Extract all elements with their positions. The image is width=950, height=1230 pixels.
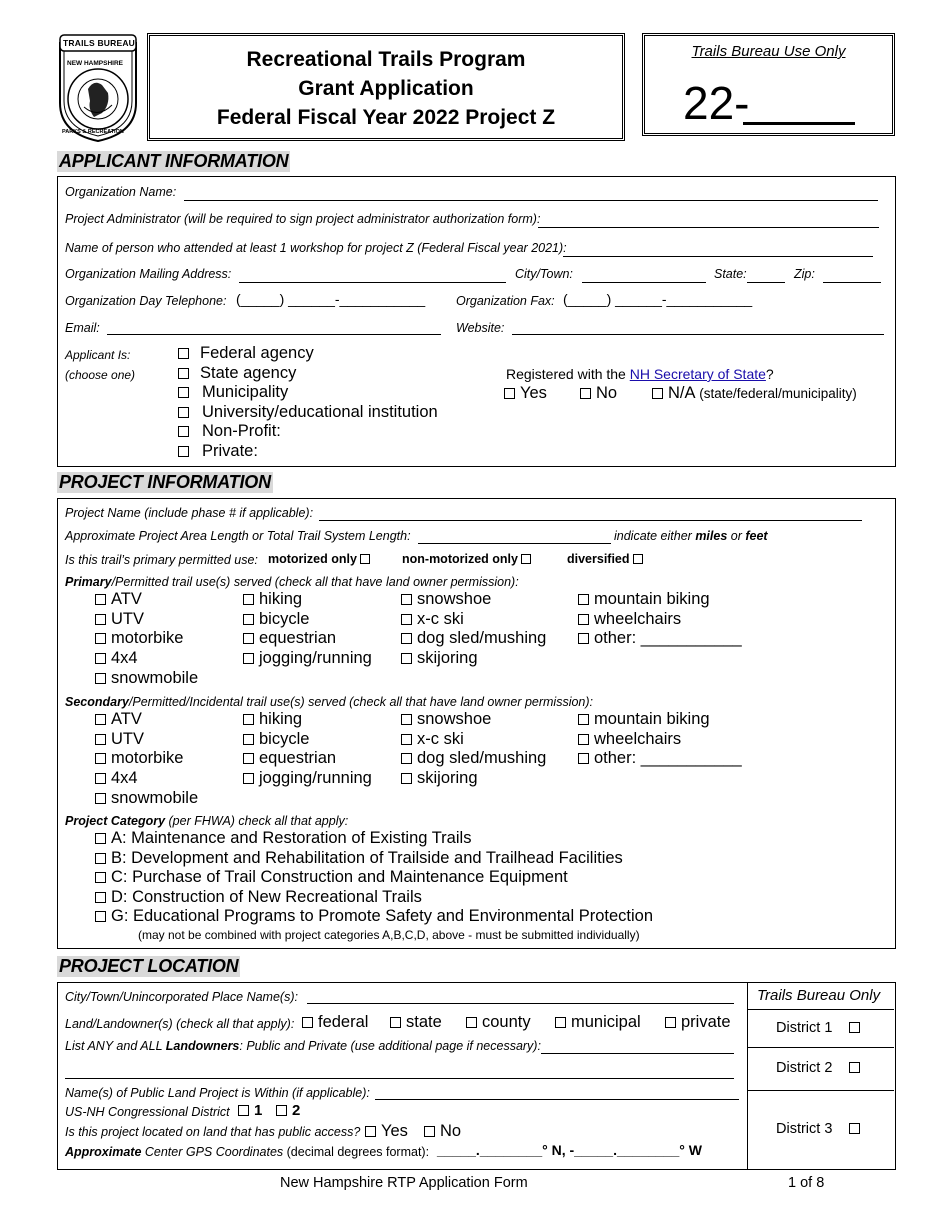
secondary-use-dog-sled[interactable]: dog sled/mushing xyxy=(401,749,546,769)
checkbox-icon[interactable] xyxy=(95,594,106,605)
checkbox-icon[interactable] xyxy=(360,554,370,564)
primary-use-wheelchairs[interactable]: wheelchairs xyxy=(578,610,742,630)
category-c[interactable]: C: Purchase of Trail Construction and Maintenance Equipment xyxy=(95,868,653,888)
primary-use-question: Is this trail’s primary permitted use: xyxy=(65,553,258,567)
list-landowners-field-2[interactable] xyxy=(65,1078,734,1079)
category-g[interactable]: G: Educational Programs to Promote Safety and Environmental Protection xyxy=(95,907,653,927)
checkbox-icon[interactable] xyxy=(178,407,189,418)
logo-top-text: TRAILS BUREAU xyxy=(63,38,136,48)
checkbox-icon[interactable] xyxy=(578,753,589,764)
checkbox-icon[interactable] xyxy=(243,614,254,625)
application-number-prefix: 22- xyxy=(683,77,750,129)
org-name-field[interactable] xyxy=(184,200,878,201)
diversified-option[interactable]: diversified xyxy=(567,552,643,566)
district-2-option[interactable]: District 2 xyxy=(776,1060,865,1076)
checkbox-icon[interactable] xyxy=(390,1017,401,1028)
checkbox-icon[interactable] xyxy=(401,594,412,605)
secondary-use-utv[interactable]: UTV xyxy=(95,730,198,750)
category-d[interactable]: D: Construction of New Recreational Trails xyxy=(95,888,653,908)
location-city-label: City/Town/Unincorporated Place Name(s): xyxy=(65,990,298,1004)
title-line-3: Federal Fiscal Year 2022 Project Z xyxy=(216,106,556,129)
category-note: (may not be combined with project categories A,B,C,D, above - must be submitted individually) xyxy=(138,928,640,942)
landowner-federal[interactable]: federal xyxy=(302,1013,368,1032)
primary-uses-label: Primary/Permitted trail use(s) served (check all that have land owner permission): xyxy=(65,575,519,589)
primary-use-xc-ski[interactable]: x-c ski xyxy=(401,610,546,630)
secondary-use-snowmobile[interactable]: snowmobile xyxy=(95,789,198,809)
length-note: indicate either miles or feet xyxy=(614,529,768,543)
applicant-type-private[interactable]: Private: xyxy=(178,442,438,462)
registered-yes[interactable]: Yes xyxy=(504,384,547,403)
checkbox-icon[interactable] xyxy=(95,853,106,864)
gps-coordinates-field[interactable]: _____.________° N, -_____.________° W xyxy=(437,1142,702,1158)
secondary-use-jogging[interactable]: jogging/running xyxy=(243,769,372,789)
primary-uses-col3 xyxy=(401,590,546,669)
congressional-label: US-NH Congressional District xyxy=(65,1105,230,1119)
workshop-field[interactable] xyxy=(563,256,873,257)
checkbox-icon[interactable] xyxy=(243,653,254,664)
side-row-divider-1 xyxy=(747,1009,894,1010)
footer-page-number: 1 of 8 xyxy=(788,1175,825,1191)
checkbox-icon[interactable] xyxy=(95,714,106,725)
checkbox-icon[interactable] xyxy=(95,614,106,625)
checkbox-icon[interactable] xyxy=(243,773,254,784)
checkbox-icon[interactable] xyxy=(578,633,589,644)
secondary-use-hiking[interactable]: hiking xyxy=(243,710,372,730)
primary-use-jogging[interactable]: jogging/running xyxy=(243,649,372,669)
congress-district-1[interactable]: 1 xyxy=(238,1102,262,1119)
primary-use-dog-sled[interactable]: dog sled/mushing xyxy=(401,629,546,649)
landowner-label: Land/Landowner(s) (check all that apply): xyxy=(65,1017,295,1031)
fax-field[interactable]: (_____) ______-___________ xyxy=(563,291,753,307)
nonmotorized-only-option[interactable]: non-motorized only xyxy=(402,552,531,566)
state-field[interactable] xyxy=(747,282,785,283)
checkbox-icon[interactable] xyxy=(95,793,106,804)
checkbox-icon[interactable] xyxy=(243,633,254,644)
checkbox-icon[interactable] xyxy=(95,911,106,922)
checkbox-icon[interactable] xyxy=(401,653,412,664)
application-number-field[interactable] xyxy=(743,122,855,125)
checkbox-icon[interactable] xyxy=(243,594,254,605)
secondary-use-skijoring[interactable]: skijoring xyxy=(401,769,546,789)
checkbox-icon[interactable] xyxy=(243,734,254,745)
checkbox-icon[interactable] xyxy=(578,714,589,725)
checkbox-icon[interactable] xyxy=(401,714,412,725)
applicant-is-label: Applicant Is: xyxy=(65,348,131,362)
project-name-label: Project Name (include phase # if applicable): xyxy=(65,506,314,520)
checkbox-icon[interactable] xyxy=(95,892,106,903)
project-section-title: PROJECT INFORMATION xyxy=(59,472,271,492)
secondary-use-motorbike[interactable]: motorbike xyxy=(95,749,198,769)
location-section-title: PROJECT LOCATION xyxy=(59,956,239,976)
side-row-divider-3 xyxy=(747,1090,894,1091)
primary-use-skijoring[interactable]: skijoring xyxy=(401,649,546,669)
phone-label: Organization Day Telephone: xyxy=(65,294,227,308)
checkbox-icon[interactable] xyxy=(178,348,189,359)
secondary-use-snowshoe[interactable]: snowshoe xyxy=(401,710,546,730)
secondary-use-bicycle[interactable]: bicycle xyxy=(243,730,372,750)
primary-use-other[interactable]: other: ___________ xyxy=(578,629,742,649)
primary-uses-col4 xyxy=(578,590,742,649)
logo-bottom-text: PARKS & RECREATION xyxy=(62,129,124,135)
landowner-private[interactable]: private xyxy=(665,1013,731,1032)
checkbox-icon[interactable] xyxy=(466,1017,477,1028)
public-land-field[interactable] xyxy=(375,1099,739,1100)
checkbox-icon[interactable] xyxy=(521,554,531,564)
motorized-only-option[interactable]: motorized only xyxy=(268,552,370,566)
applicant-type-federal[interactable]: Federal agency xyxy=(178,344,438,364)
secondary-uses-col1 xyxy=(95,710,198,808)
city-label: City/Town: xyxy=(515,267,573,281)
category-label: Project Category (per FHWA) check all that apply: xyxy=(65,814,349,828)
project-name-field[interactable] xyxy=(319,520,862,521)
title-box xyxy=(147,33,625,141)
secondary-use-4x4[interactable]: 4x4 xyxy=(95,769,198,789)
checkbox-icon[interactable] xyxy=(95,833,106,844)
secondary-uses-col4 xyxy=(578,710,742,769)
applicant-type-municipality[interactable]: Municipality xyxy=(178,383,438,403)
secondary-use-other[interactable]: other: ___________ xyxy=(578,749,742,769)
email-field[interactable] xyxy=(107,334,441,335)
length-label: Approximate Project Area Length or Total Trail System Length: xyxy=(65,529,411,543)
zip-field[interactable] xyxy=(823,282,881,283)
checkbox-icon[interactable] xyxy=(401,734,412,745)
list-landowners-field[interactable] xyxy=(541,1053,734,1054)
mailing-address-field[interactable] xyxy=(239,282,506,283)
zip-label: Zip: xyxy=(794,267,815,281)
checkbox-icon[interactable] xyxy=(849,1022,860,1033)
footer-form-name: New Hampshire RTP Application Form xyxy=(280,1175,528,1191)
applicant-type-nonprofit[interactable]: Non-Profit: xyxy=(178,422,438,442)
checkbox-icon[interactable] xyxy=(243,714,254,725)
applicant-type-state[interactable]: State agency xyxy=(178,364,438,384)
checkbox-icon[interactable] xyxy=(95,633,106,644)
title-line-1: Recreational Trails Program xyxy=(246,48,526,71)
landowner-municipal[interactable]: municipal xyxy=(555,1013,641,1032)
logo-badge-graphic xyxy=(54,33,142,143)
nh-secretary-link[interactable]: NH Secretary of State xyxy=(629,366,766,382)
location-city-field[interactable] xyxy=(307,1003,734,1004)
bureau-use-box xyxy=(642,33,895,136)
primary-use-4x4[interactable]: 4x4 xyxy=(95,649,198,669)
primary-uses-col2 xyxy=(243,590,372,669)
checkbox-icon[interactable] xyxy=(401,773,412,784)
state-label: State: xyxy=(714,267,747,281)
city-field[interactable] xyxy=(582,282,706,283)
registered-no[interactable]: No xyxy=(580,384,617,403)
side-row-divider-2 xyxy=(747,1047,894,1048)
primary-uses-col1 xyxy=(95,590,198,688)
trails-bureau-logo xyxy=(54,33,142,143)
public-access-no[interactable]: No xyxy=(424,1122,461,1141)
mailing-address-label: Organization Mailing Address: xyxy=(65,267,232,281)
org-name-label: Organization Name: xyxy=(65,185,177,199)
secondary-uses-col3 xyxy=(401,710,546,789)
primary-use-hiking[interactable]: hiking xyxy=(243,590,372,610)
secondary-use-wheelchairs[interactable]: wheelchairs xyxy=(578,730,742,750)
checkbox-icon[interactable] xyxy=(652,388,663,399)
checkbox-icon[interactable] xyxy=(578,734,589,745)
checkbox-icon[interactable] xyxy=(555,1017,566,1028)
checkbox-icon[interactable] xyxy=(401,633,412,644)
checkbox-icon[interactable] xyxy=(665,1017,676,1028)
secondary-use-mountain-biking[interactable]: mountain biking xyxy=(578,710,742,730)
landowner-state[interactable]: state xyxy=(390,1013,442,1032)
checkbox-icon[interactable] xyxy=(504,388,515,399)
logo-ring-text: NEW HAMPSHIRE xyxy=(67,60,123,67)
checkbox-icon[interactable] xyxy=(95,753,106,764)
website-label: Website: xyxy=(456,321,505,335)
district-3-option[interactable]: District 3 xyxy=(776,1121,865,1137)
bureau-only-label: Trails Bureau Only xyxy=(757,987,881,1004)
category-a[interactable]: A: Maintenance and Restoration of Existing Trails xyxy=(95,829,653,849)
checkbox-icon[interactable] xyxy=(401,614,412,625)
length-field[interactable] xyxy=(418,543,611,544)
checkbox-icon[interactable] xyxy=(424,1126,435,1137)
primary-use-utv[interactable]: UTV xyxy=(95,610,198,630)
checkbox-icon[interactable] xyxy=(849,1123,860,1134)
registered-na[interactable]: N/A (state/federal/municipality) xyxy=(652,384,857,403)
checkbox-icon[interactable] xyxy=(95,653,106,664)
checkbox-icon[interactable] xyxy=(302,1017,313,1028)
checkbox-icon[interactable] xyxy=(401,753,412,764)
checkbox-icon[interactable] xyxy=(178,387,189,398)
location-side-divider xyxy=(747,982,748,1169)
checkbox-icon[interactable] xyxy=(578,594,589,605)
gps-label: Approximate Center GPS Coordinates (decimal degrees format): xyxy=(65,1145,430,1159)
website-field[interactable] xyxy=(512,334,884,335)
checkbox-icon[interactable] xyxy=(95,773,106,784)
checkbox-icon[interactable] xyxy=(633,554,643,564)
applicant-type-university[interactable]: University/educational institution xyxy=(178,403,438,423)
applicant-section-title: APPLICANT INFORMATION xyxy=(59,151,289,171)
secondary-uses-label: Secondary/Permitted/Incidental trail use(s) served (check all that have land owner permission): xyxy=(65,695,594,709)
public-access-label: Is this project located on land that has public access? xyxy=(65,1125,361,1139)
public-land-label: Name(s) of Public Land Project is Within (if applicable): xyxy=(65,1086,370,1100)
checkbox-icon[interactable] xyxy=(365,1126,376,1137)
public-access-yes[interactable]: Yes xyxy=(365,1122,408,1141)
applicant-type-list xyxy=(178,344,438,462)
secondary-use-equestrian[interactable]: equestrian xyxy=(243,749,372,769)
primary-use-atv[interactable]: ATV xyxy=(95,590,198,610)
choose-one-label: (choose one) xyxy=(65,368,136,382)
checkbox-icon[interactable] xyxy=(238,1105,249,1116)
congress-district-2[interactable]: 2 xyxy=(276,1102,300,1119)
project-admin-field[interactable] xyxy=(538,227,879,228)
secondary-uses-col2 xyxy=(243,710,372,789)
title-line-2: Grant Application xyxy=(298,77,474,100)
workshop-label: Name of person who attended at least 1 workshop for project Z (Federal Fiscal year 2021): xyxy=(65,241,567,255)
primary-use-mountain-biking[interactable]: mountain biking xyxy=(578,590,742,610)
checkbox-icon[interactable] xyxy=(178,368,189,379)
checkbox-icon[interactable] xyxy=(578,614,589,625)
list-landowners-label: List ANY and ALL Landowners: Public and Private (use additional page if necessary): xyxy=(65,1039,541,1053)
checkbox-icon[interactable] xyxy=(95,734,106,745)
category-list xyxy=(95,829,653,927)
bureau-use-label: Trails Bureau Use Only xyxy=(691,43,846,60)
secondary-use-atv[interactable]: ATV xyxy=(95,710,198,730)
category-b[interactable]: B: Development and Rehabilitation of Trailside and Trailhead Facilities xyxy=(95,849,653,869)
checkbox-icon[interactable] xyxy=(580,388,591,399)
secondary-use-xc-ski[interactable]: x-c ski xyxy=(401,730,546,750)
checkbox-icon[interactable] xyxy=(95,673,106,684)
checkbox-icon[interactable] xyxy=(178,426,189,437)
checkbox-icon[interactable] xyxy=(243,753,254,764)
primary-use-bicycle[interactable]: bicycle xyxy=(243,610,372,630)
registered-question: Registered with the NH Secretary of State? xyxy=(506,366,774,382)
primary-use-snowshoe[interactable]: snowshoe xyxy=(401,590,546,610)
application-number xyxy=(683,76,749,130)
phone-field[interactable]: (_____) ______-___________ xyxy=(236,291,426,307)
checkbox-icon[interactable] xyxy=(849,1062,860,1073)
primary-use-snowmobile[interactable]: snowmobile xyxy=(95,669,198,689)
fax-label: Organization Fax: xyxy=(456,294,555,308)
email-label: Email: xyxy=(65,321,100,335)
landowner-county[interactable]: county xyxy=(466,1013,531,1032)
project-admin-label: Project Administrator (will be required to sign project administrator authorization form): xyxy=(65,212,541,226)
primary-use-motorbike[interactable]: motorbike xyxy=(95,629,198,649)
checkbox-icon[interactable] xyxy=(178,446,189,457)
district-1-option[interactable]: District 1 xyxy=(776,1020,865,1036)
primary-use-equestrian[interactable]: equestrian xyxy=(243,629,372,649)
checkbox-icon[interactable] xyxy=(95,872,106,883)
checkbox-icon[interactable] xyxy=(276,1105,287,1116)
